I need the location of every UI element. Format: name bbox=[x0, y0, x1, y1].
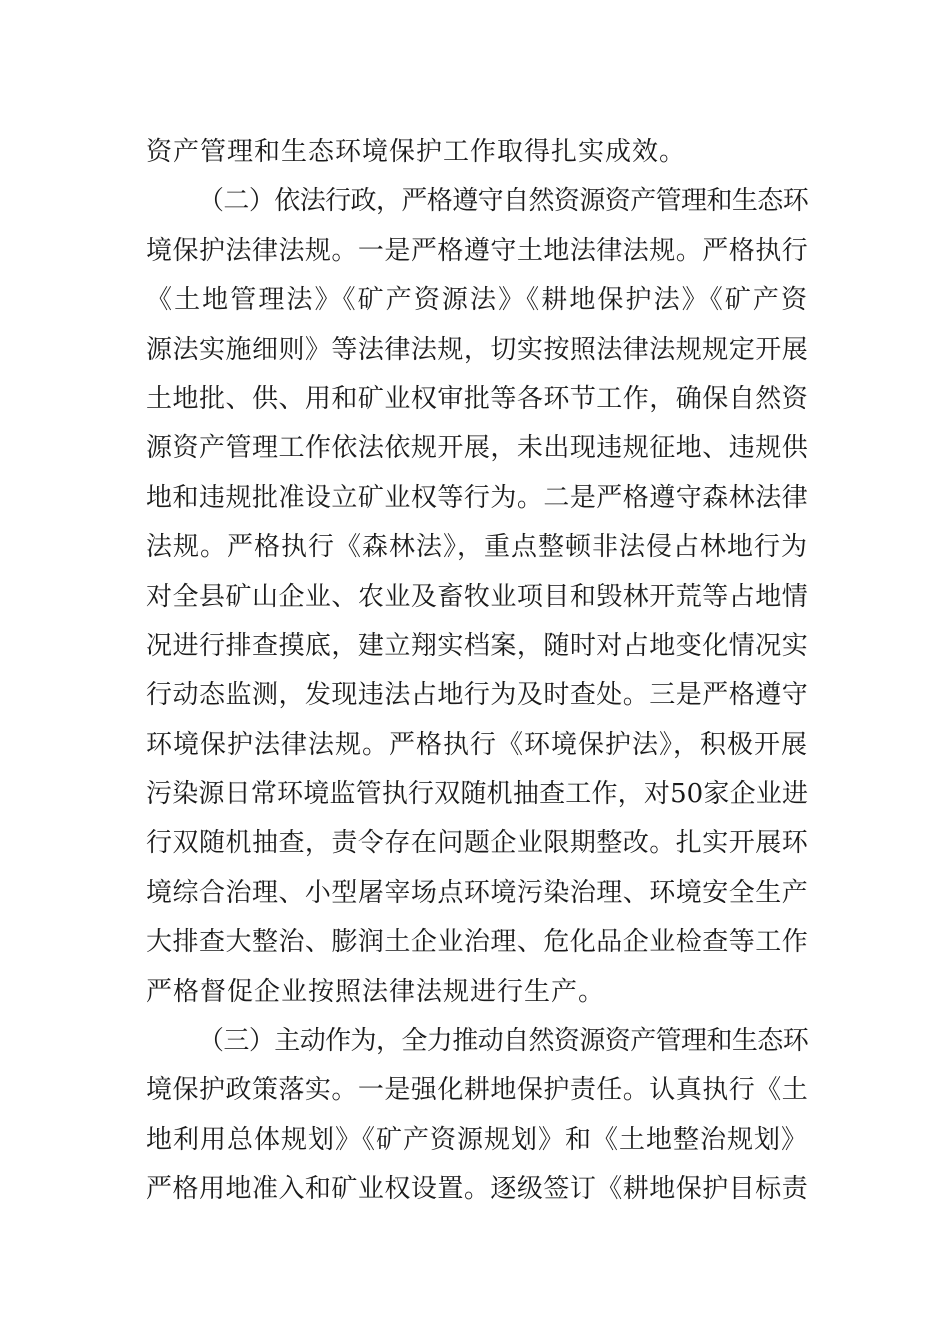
text-line: 对全县矿山企业、农业及畜牧业项目和毁林开荒等占地情 bbox=[146, 581, 808, 612]
text-line: 地和违规批准设立矿业权等行为。二是严格遵守森林法律 bbox=[146, 482, 808, 513]
text-line: 资产管理和生态环境保护工作取得扎实成效。 bbox=[146, 137, 687, 167]
text-line: （三）主动作为，全力推动自然资源资产管理和生态环 bbox=[198, 1026, 808, 1057]
text-line: 大排查大整治、膨润土企业治理、危化品企业检查等工作 bbox=[146, 927, 808, 958]
text-line: （二）依法行政，严格遵守自然资源资产管理和生态环 bbox=[198, 186, 808, 217]
text-line: 地利用总体规划》《矿产资源规划》和《土地整治规划》 bbox=[146, 1124, 809, 1155]
text-line: 境保护法律法规。一是严格遵守土地法律法规。严格执行 bbox=[146, 235, 808, 266]
text-line: 源资产管理工作依法依规开展，未出现违规征地、违规供 bbox=[146, 433, 808, 464]
text-line: 境保护政策落实。一是强化耕地保护责任。认真执行《土 bbox=[146, 1075, 808, 1106]
text-line: 况进行排查摸底，建立翔实档案，随时对占地变化情况实 bbox=[146, 630, 808, 661]
text-line: 行双随机抽查，责令存在问题企业限期整改。扎实开展环 bbox=[146, 828, 808, 859]
text-line: 污染源日常环境监管执行双随机抽查工作，对50家企业进 bbox=[146, 779, 808, 810]
text-line: 严格用地准入和矿业权设置。逐级签订《耕地保护目标责 bbox=[146, 1174, 808, 1205]
text-line: 源法实施细则》等法律法规，切实按照法律法规规定开展 bbox=[146, 334, 808, 365]
text-line: 法规。严格执行《森林法》，重点整顿非法侵占林地行为 bbox=[146, 532, 809, 563]
text-line: 《土地管理法》《矿产资源法》《耕地保护法》《矿产资 bbox=[146, 285, 808, 316]
document-body bbox=[146, 128, 808, 1215]
text-line: 严格督促企业按照法律法规进行生产。 bbox=[146, 976, 606, 1007]
text-line: 土地批、供、用和矿业权审批等各环节工作，确保自然资 bbox=[146, 383, 808, 414]
text-line: 环境保护法律法规。严格执行《环境保护法》，积极开展 bbox=[146, 729, 809, 760]
text-line: 行动态监测，发现违法占地行为及时查处。三是严格遵守 bbox=[146, 680, 808, 711]
text-line: 境综合治理、小型屠宰场点环境污染治理、环境安全生产 bbox=[146, 877, 808, 908]
